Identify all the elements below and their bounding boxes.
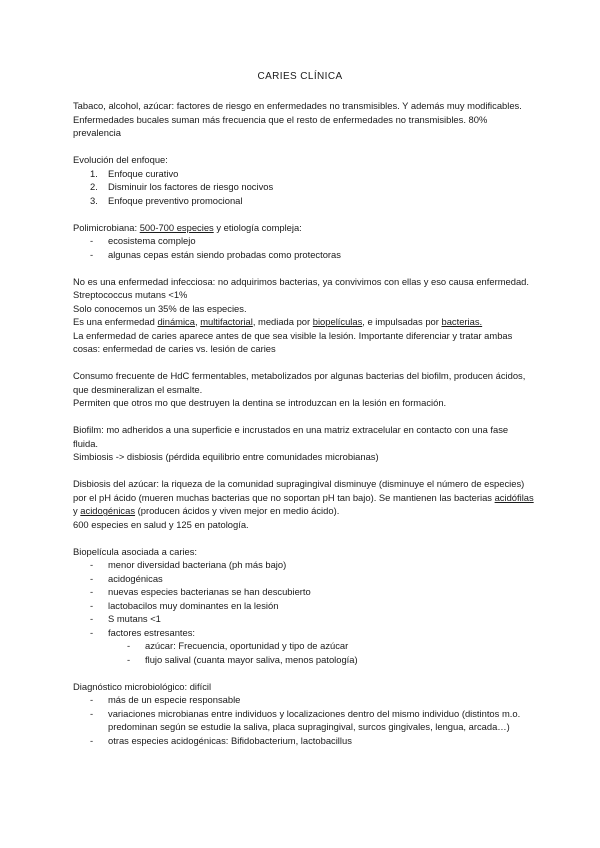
- list-item: - menor diversidad bacteriana (ph más bajo): [90, 559, 287, 570]
- disbiosis-line-1: Disbiosis del azúcar: la riqueza de la comunidad supragingival disminuye (disminuye el número de especies) por el pH ácido (mueren muchas bacterias que no soportan pH tan bajo). Se mantienen las bacterias acidófilas y acidogénicas (producen ácidos y viven mejor en medio ácido).: [73, 478, 534, 516]
- biofilm-line-1: Biofilm: mo adheridos a una superficie e incrustados en una matriz extracelular en contacto con una fase fluida.: [73, 424, 509, 449]
- polimicrobiana-list: [73, 234, 535, 261]
- list-item: - flujo salival (cuanta mayor saliva, menos patología): [127, 653, 358, 665]
- polimicrobiana-line: Polimicrobiana: 500-700 especies y etiología compleja:: [73, 221, 302, 233]
- consumo-line-2: Permiten que otros mo que destruyen la dentina se introduzcan en la lesión en formación.: [73, 397, 447, 408]
- list-item: - más de un especie responsable: [90, 694, 241, 705]
- list-item: - algunas cepas están siendo probadas como protectoras: [90, 248, 341, 260]
- evolucion-heading: Evolución del enfoque:: [73, 154, 168, 165]
- diagnostico-heading: Diagnóstico microbiológico: difícil: [73, 680, 212, 692]
- list-item: - otras especies acidogénicas: Bifidobacterium, lactobacillus: [90, 734, 352, 746]
- diagnostico-list: [73, 693, 535, 747]
- infecciosa-line-3: Es una enfermedad dinámica, multifactorial, mediada por biopelículas, e impulsadas por bacterias.: [73, 316, 483, 327]
- list-item: - nuevas especies bacterianas se han descubierto: [90, 586, 311, 597]
- list-item: - azúcar: Frecuencia, oportunidad y tipo de azúcar: [127, 640, 349, 651]
- biopelicula-list: [73, 558, 535, 639]
- consumo-line-1: Consumo frecuente de HdC fermentables, metabolizados por algunas bacterias del biofilm, producen ácidos, que desmineralizan el esmalte.: [73, 370, 526, 395]
- intro-paragraph-2: Enfermedades bucales suman más frecuencia que el resto de enfermedades no transmisibles. 80% prevalencia: [73, 113, 488, 138]
- list-item: - acidogénicas: [90, 572, 163, 584]
- document-title: CARIES CLÍNICA: [257, 71, 343, 82]
- biopelicula-sublist: [73, 639, 535, 666]
- infecciosa-line-1: No es una enfermedad infecciosa: no adquirimos bacterias, ya convivimos con ellas y eso causa enfermedad. Streptococcus mutans <1%: [73, 275, 529, 300]
- infecciosa-line-4: La enfermedad de caries aparece antes de que sea visible la lesión. Importante diferenciar y tratar ambas cosas: enfermedad de caries vs. lesión de caries: [73, 329, 513, 354]
- biopelicula-heading: Biopelícula asociada a caries:: [73, 545, 198, 557]
- evolucion-list: [73, 167, 535, 208]
- list-item: - ecosistema complejo: [90, 235, 196, 246]
- intro-paragraph-1: Tabaco, alcohol, azúcar: factores de riesgo en enfermedades no transmisibles. Y además muy modificables.: [73, 100, 522, 111]
- infecciosa-line-2: Solo conocemos un 35% de las especies.: [73, 302, 247, 314]
- list-item: - S mutans <1: [90, 613, 161, 624]
- list-item: - lactobacilos muy dominantes en la lesión: [90, 599, 279, 611]
- list-item: 2. Disminuir los factores de riesgo nocivos: [90, 181, 274, 192]
- biofilm-line-2: Simbiosis -> disbiosis (pérdida equilibrio entre comunidades microbianas): [73, 451, 379, 462]
- list-item: - variaciones microbianas entre individuos y localizaciones dentro del mismo individuo (distintos m.o. predominan según se estudie la saliva, placa supragingival, surcos gingivales, lengua, arcada…): [90, 707, 521, 732]
- document-body: [73, 99, 535, 747]
- list-item: 1. Enfoque curativo: [90, 167, 179, 179]
- list-item: 3. Enfoque preventivo promocional: [90, 194, 243, 206]
- list-item: - factores estresantes:: [90, 626, 196, 638]
- disbiosis-line-2: 600 especies en salud y 125 en patología.: [73, 518, 249, 530]
